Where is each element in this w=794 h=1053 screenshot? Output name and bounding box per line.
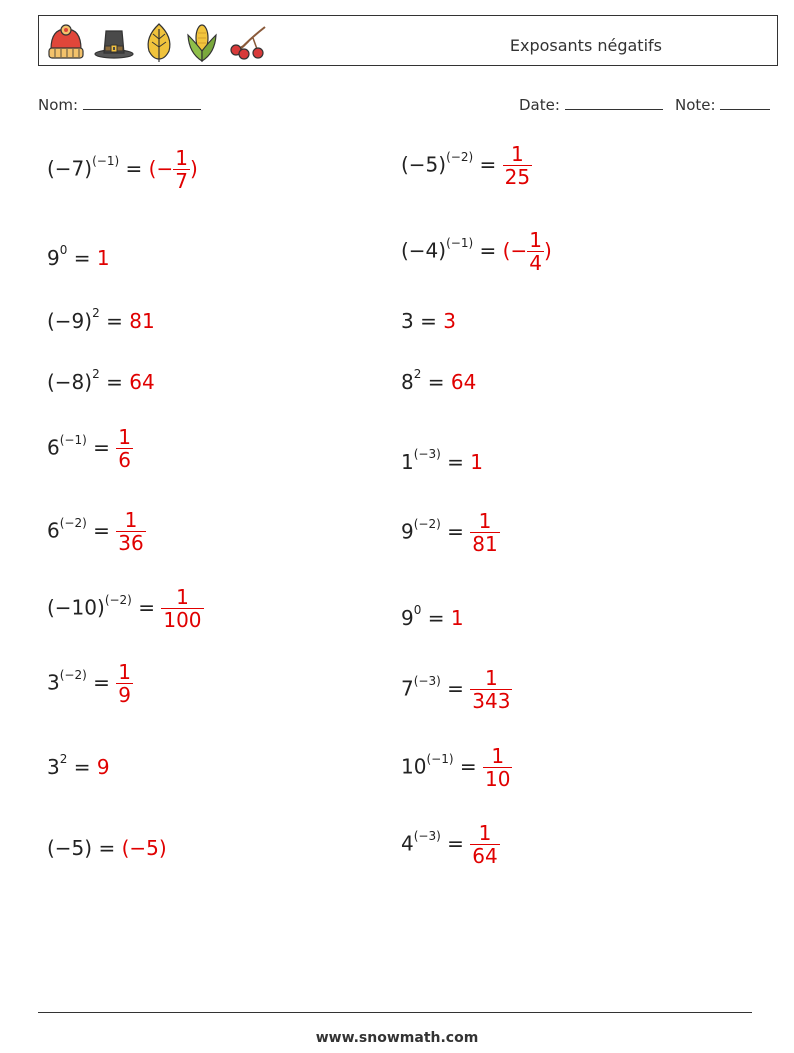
equals-sign: = [473, 238, 503, 263]
equals-sign: = [473, 152, 503, 177]
answer-fraction [483, 746, 512, 790]
name-field [38, 95, 201, 114]
problem-base: 10 [401, 754, 427, 779]
problem-row [401, 367, 477, 394]
problem-row [401, 511, 500, 555]
note-label: Note: [675, 96, 716, 114]
problem-base: (−4) [401, 238, 447, 263]
equals-sign: = [421, 606, 451, 630]
fraction-numerator: 1 [485, 666, 498, 690]
equals-sign: = [67, 246, 97, 270]
answer-value: 1 [96, 246, 110, 270]
equals-sign: = [86, 518, 117, 543]
fraction-numerator: 1 [175, 146, 188, 170]
problem-base: (−7) [47, 156, 93, 181]
equals-sign: = [119, 156, 149, 181]
problem-row [47, 510, 146, 554]
problem-exponent: (−3) [413, 828, 441, 843]
answer-fraction [470, 823, 499, 867]
yellow-leaf-icon [141, 21, 177, 63]
fraction-numerator: 1 [176, 585, 189, 609]
answer-value: (−5) [121, 836, 167, 860]
answer-suffix: ) [189, 156, 198, 181]
problem-exponent: (−1) [92, 153, 120, 168]
problem-exponent: (−1) [59, 432, 87, 447]
problem-row [401, 311, 456, 331]
answer-fraction [116, 662, 133, 706]
answer-suffix: ) [543, 238, 552, 263]
fraction-numerator: 1 [118, 660, 132, 684]
footer-url: www.snowmath.com [315, 1030, 479, 1046]
answer-fraction [470, 668, 512, 712]
problem-base: 9 [401, 606, 414, 630]
problem-exponent: (−2) [59, 667, 87, 682]
answer-fraction [161, 587, 203, 631]
note-blank[interactable] [720, 95, 770, 110]
pilgrim-hat-icon [93, 21, 135, 63]
name-blank[interactable] [83, 95, 201, 110]
problem-row [401, 823, 500, 867]
problem-base: 6 [47, 518, 60, 543]
problem-exponent: (−2) [59, 515, 87, 530]
fraction-denominator: 64 [472, 844, 498, 868]
answer-value: 64 [129, 370, 155, 394]
fraction-numerator: 1 [478, 821, 492, 845]
problem-base: (−10) [47, 595, 105, 620]
problem-base: 4 [401, 831, 414, 856]
equals-sign: = [453, 754, 483, 779]
problem-base: 6 [47, 435, 60, 460]
problem-base: 3 [47, 670, 60, 695]
date-blank[interactable] [565, 95, 663, 110]
fraction-denominator: 25 [504, 165, 531, 189]
fraction-denominator: 9 [118, 683, 132, 707]
header-icons [45, 20, 271, 64]
equals-sign: = [440, 519, 471, 544]
date-label: Date: [519, 96, 560, 114]
equals-sign: = [86, 435, 117, 460]
answer-fraction [527, 230, 544, 274]
equals-sign: = [92, 836, 122, 860]
winter-hat-icon [45, 21, 87, 63]
fraction-denominator: 10 [485, 767, 511, 791]
problem-row [47, 306, 155, 333]
answer-prefix: (− [148, 156, 174, 181]
problem-row [47, 148, 198, 192]
fraction-denominator: 36 [118, 531, 144, 555]
problem-base: (−5) [47, 836, 93, 860]
answer-value: 3 [443, 309, 456, 333]
fraction-denominator: 7 [175, 169, 188, 193]
problem-base: 3 [47, 755, 60, 779]
equals-sign: = [440, 831, 471, 856]
equals-sign: = [99, 370, 130, 394]
answer-prefix: (− [502, 238, 528, 263]
problem-exponent: (−1) [426, 751, 454, 766]
answer-value: 1 [450, 606, 464, 630]
problem-row [47, 662, 133, 706]
corn-icon [183, 21, 221, 63]
problem-exponent: 0 [413, 603, 422, 618]
answer-value: 64 [450, 370, 477, 394]
problem-row [47, 838, 167, 858]
problem-base: (−9) [47, 309, 93, 333]
answer-value: 1 [470, 450, 484, 474]
answer-fraction [116, 427, 133, 471]
equals-sign: = [440, 676, 471, 701]
problem-row [47, 427, 133, 471]
equals-sign: = [67, 755, 97, 779]
fraction-denominator: 81 [472, 532, 498, 556]
equals-sign: = [131, 595, 162, 620]
problem-base: 7 [401, 676, 414, 701]
problem-base: (−5) [401, 152, 447, 177]
problem-row [401, 447, 484, 474]
equals-sign: = [99, 309, 130, 333]
problem-row [47, 752, 110, 779]
problem-base: 9 [47, 246, 60, 270]
problem-row [401, 746, 512, 790]
problem-row [47, 243, 110, 270]
fraction-numerator: 1 [491, 744, 505, 768]
name-label: Nom: [38, 96, 79, 114]
equals-sign: = [421, 370, 451, 394]
equals-sign: = [413, 309, 444, 333]
equals-sign: = [86, 670, 117, 695]
answer-fraction [503, 144, 532, 188]
fraction-denominator: 6 [118, 448, 132, 472]
problem-exponent: (−3) [413, 673, 441, 688]
fraction-numerator: 1 [511, 142, 524, 166]
problem-base: 9 [401, 519, 414, 544]
fraction-denominator: 343 [472, 689, 511, 713]
problem-base: 3 [401, 309, 414, 333]
problem-row [401, 230, 552, 274]
problem-exponent: 2 [92, 306, 100, 321]
problem-row [401, 144, 532, 188]
fraction-denominator: 100 [163, 608, 202, 632]
berries-icon [227, 21, 271, 63]
answer-value: 9 [96, 755, 110, 779]
fraction-numerator: 1 [124, 508, 138, 532]
problem-exponent: (−1) [446, 235, 474, 250]
problem-exponent: (−2) [413, 516, 441, 531]
problem-row [47, 367, 155, 394]
answer-fraction [173, 148, 190, 192]
problem-row [401, 668, 512, 712]
fraction-numerator: 1 [529, 228, 542, 252]
date-field [519, 95, 663, 114]
problem-row [401, 603, 464, 630]
note-field [675, 95, 770, 114]
answer-fraction [116, 510, 145, 554]
fraction-numerator: 1 [478, 509, 492, 533]
fraction-numerator: 1 [118, 425, 132, 449]
problem-base: (−8) [47, 370, 93, 394]
problem-exponent: 0 [59, 243, 68, 258]
problem-base: 1 [401, 450, 414, 474]
problem-base: 8 [401, 370, 414, 394]
worksheet-title: Exposants négatifs [509, 36, 662, 55]
answer-fraction [470, 511, 499, 555]
equals-sign: = [440, 450, 471, 474]
problem-exponent: (−2) [446, 149, 474, 164]
problem-exponent: 2 [413, 367, 422, 382]
fraction-denominator: 4 [529, 251, 542, 275]
answer-value: 81 [129, 309, 155, 333]
footer-divider [38, 1012, 752, 1013]
problem-exponent: 2 [59, 752, 68, 767]
problem-exponent: (−2) [104, 592, 132, 607]
problem-row [47, 587, 204, 631]
problem-exponent: 2 [92, 367, 100, 382]
header-box [38, 15, 778, 66]
problem-exponent: (−3) [413, 447, 441, 462]
